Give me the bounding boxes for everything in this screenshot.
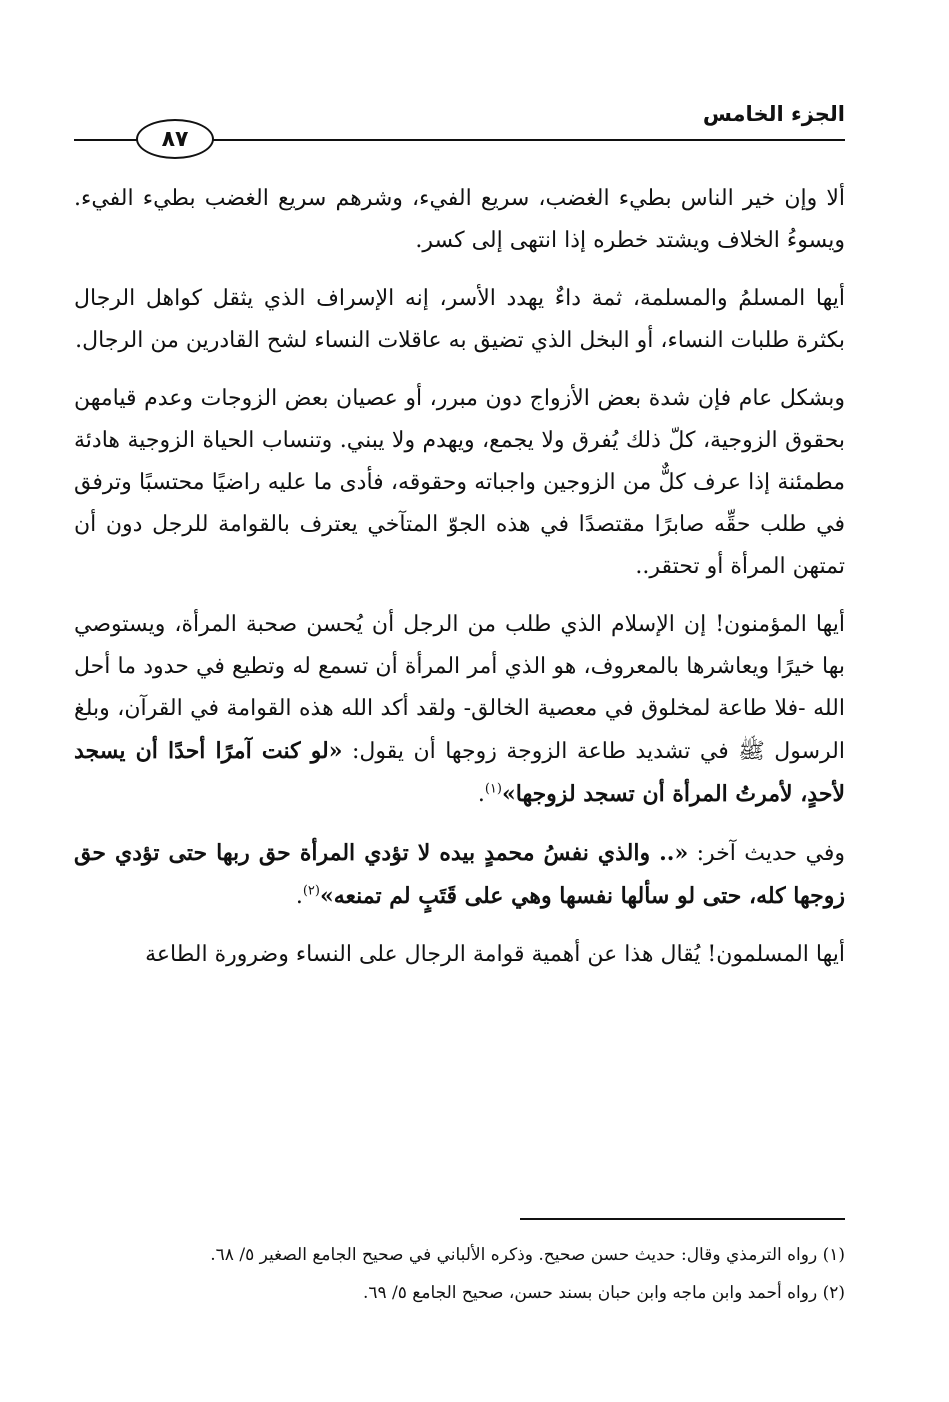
running-header: الجزء الخامس bbox=[702, 102, 845, 126]
header-rule bbox=[212, 139, 845, 141]
footnotes bbox=[74, 1236, 845, 1312]
paragraph-text: وفي حديث آخر: bbox=[688, 841, 845, 866]
hadith-quote: «.. والذي نفسُ محمدٍ بيده لا تؤدي المرأة حق ربها حتى تؤدي حق زوجها كله، حتى لو سألها نفسها وهي على قَتَبٍ لم تمنعه» bbox=[74, 840, 845, 909]
header-rule-left bbox=[74, 139, 138, 141]
paragraph-text: وبشكل عام فإن شدة بعض الأزواج دون مبرر، أو عصيان بعض الزوجات وعدم قيامهن بحقوق الزوجية، كلّ ذلك يُفرق ولا يجمع، ويهدم ولا يبني. وتنساب الحياة الزوجية هادئة مطمئنة إذا عرف كلٌّ من الزوجين واجباته وحقوقه، فأدى ما عليه راضيًا محتسبًا وترفق في طلب حقِّه صابرًا مقتصدًا في هذه الجوّ المتآخي يعترف بالقوامة للرجل دون أن تمتهن المرأة أو تحتقر.. bbox=[74, 386, 845, 579]
body-text bbox=[74, 178, 845, 992]
paragraph bbox=[74, 604, 845, 816]
hadith-quote: «لو كنت آمرًا أحدًا أن يسجد لأحدٍ، لأمرتُ المرأة أن تسجد لزوجها» bbox=[74, 738, 845, 807]
paragraph-text: . bbox=[295, 884, 303, 909]
paragraph bbox=[74, 832, 845, 918]
paragraph-text: أيها المسلمُ والمسلمة، ثمة داءٌ يهدد الأسر، إنه الإسراف الذي يثقل كواهل الرجال بكثرة طلبات النساء، أو البخل الذي تضيق به عاقلات النساء لشح القادرين من الرجال. bbox=[74, 286, 845, 353]
paragraph bbox=[74, 178, 845, 262]
paragraph bbox=[74, 934, 845, 976]
paragraph-text: أيها المؤمنون! إن الإسلام الذي طلب من الرجل أن يُحسن صحبة المرأة، ويستوصي بها خيرًا ويعاشرها بالمعروف، هو الذي أمر المرأة أن تسمع له وتطيع في حدود ما أحل الله -فلا طاعة لمخلوق في معصية الخالق- ولقد أكد الله هذه القوامة في القرآن، وبلغ الرسول ﷺ في تشديد طاعة الزوجة زوجها أن يقول: bbox=[74, 612, 845, 764]
paragraph-text: . bbox=[477, 782, 485, 807]
footnote-2: (٢) رواه أحمد وابن ماجه وابن حبان بسند حسن، صحيح الجامع ٥/ ٦٩. bbox=[362, 1283, 845, 1303]
paragraph bbox=[74, 378, 845, 588]
paragraph-text: ألا وإن خير الناس بطيء الغضب، سريع الفيء، وشرهم سريع الغضب بطيء الفيء. ويسوءُ الخلاف ويشتد خطره إذا انتهى إلى كسر. bbox=[74, 186, 845, 253]
paragraph bbox=[74, 278, 845, 362]
paragraph-text: أيها المسلمون! يُقال هذا عن أهمية قوامة الرجال على النساء وضرورة الطاعة bbox=[145, 942, 845, 967]
footnote-marker: (٢) bbox=[302, 883, 320, 899]
footnote-marker: (١) bbox=[484, 781, 502, 797]
footnote-separator bbox=[520, 1218, 845, 1220]
page-number: ٨٧ bbox=[136, 119, 214, 159]
footnote-1: (١) رواه الترمذي وقال: حديث حسن صحيح. وذكره الألباني في صحيح الجامع الصغير ٥/ ٦٨. bbox=[210, 1245, 845, 1265]
